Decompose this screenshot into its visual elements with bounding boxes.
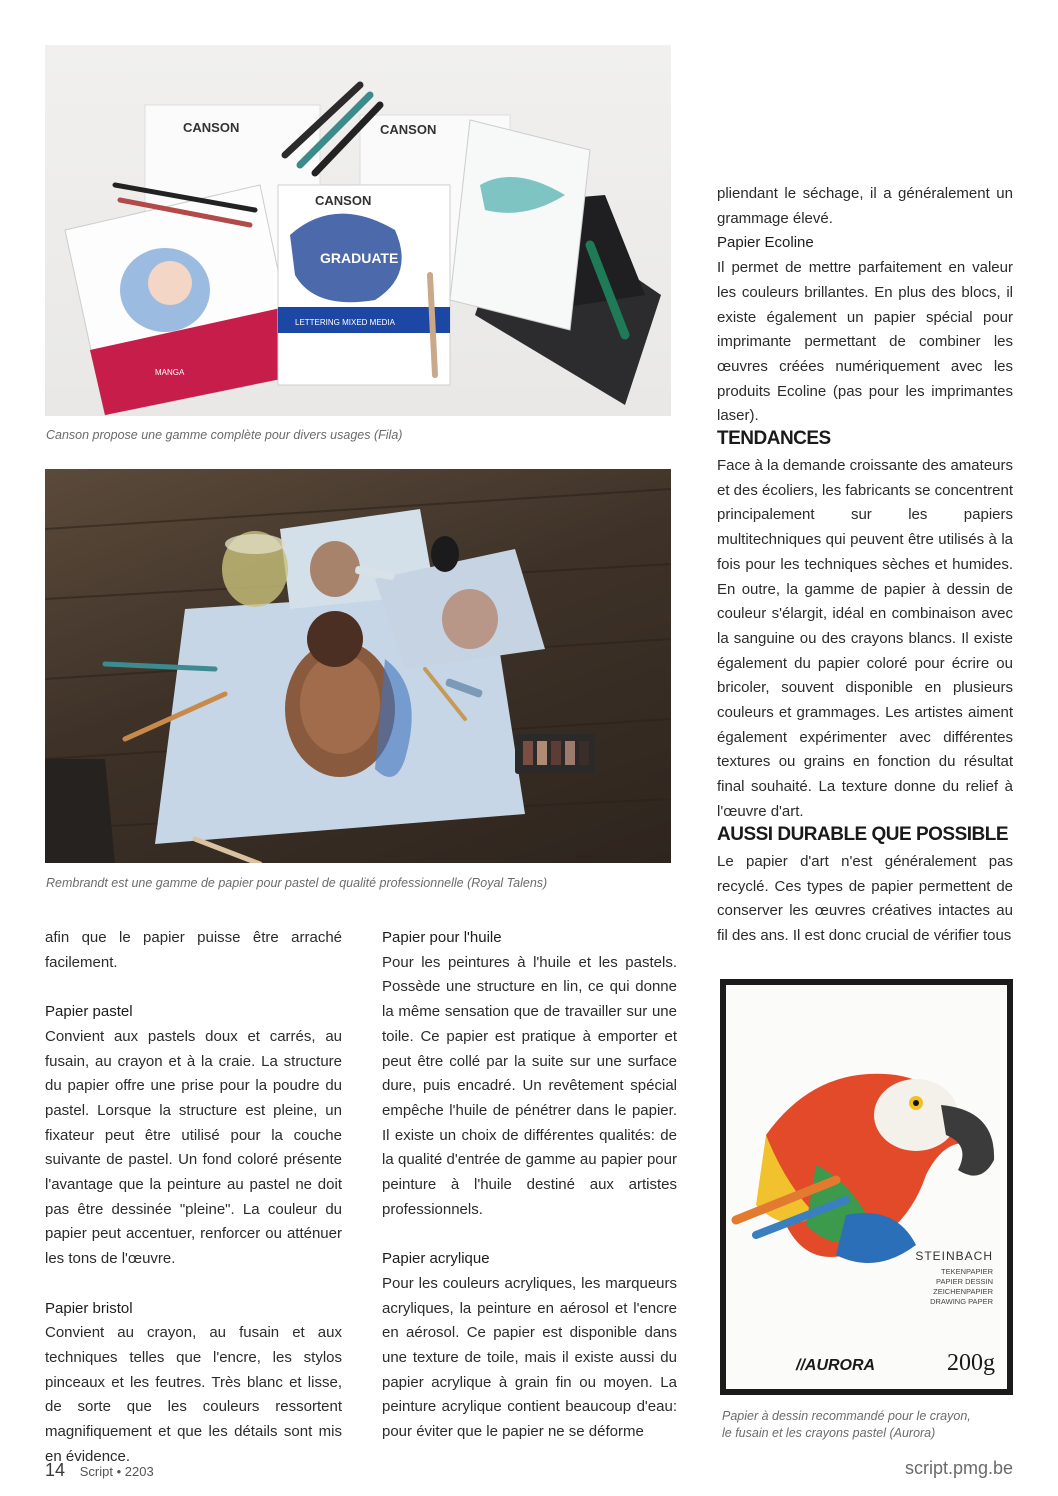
canson-illustration	[45, 45, 671, 416]
column-2	[382, 926, 677, 1445]
col1-intro: afin que le papier puisse être arraché facilement.	[45, 929, 342, 971]
pad-label-graduate: GRADUATE	[320, 250, 399, 266]
rembrandt-caption: Rembrandt est une gamme de papier pour pastel de qualité professionnelle (Royal Talens)	[46, 876, 548, 890]
issue-label: Script • 2203	[79, 1464, 154, 1479]
pastel-title: Papier pastel	[45, 1003, 133, 1021]
tendances-heading: TENDANCES	[717, 428, 831, 449]
aurora-caption-line1: Papier à dessin recommandé pour le crayon,	[722, 1409, 971, 1423]
bristol-text: Convient au crayon, au fusain et aux techniques telles que l'encre, les stylos pinceaux et les feutres. Très blanc et lisse, de sorte que les couleurs ressortent magnifiquement et que les détails sont mis en évidence.	[45, 1324, 342, 1465]
page-number: 14	[45, 1460, 66, 1480]
acrylique-text: Pour les couleurs acryliques, les marqueurs acryliques, la peinture en aérosol et l'encre en aérosol. Ce papier est disponible dans une texture de toile, mais il existe aussi du papier acrylique à grain fin ou moyen. La peinture acrylique contient beaucoup d'eau: pour éviter que le papier ne se déforme	[382, 1274, 677, 1441]
ecoline-title: Papier Ecoline	[717, 234, 814, 252]
canson-caption: Canson propose une gamme complète pour divers usages (Fila)	[46, 428, 403, 442]
huile-title: Papier pour l'huile	[382, 929, 502, 946]
aurora-photo	[720, 979, 1013, 1395]
canson-photo	[45, 45, 671, 416]
aurora-pad	[726, 985, 1007, 1389]
pastel-text: Convient aux pastels doux et carrés, au fusain, au crayon et à la craie. La structure du papier offre une prise pour la poudre du pastel. Lorsque la structure est pleine, un fixateur peut être utilisé pour la couche suivante de pastel. Un fond coloré présente l'avantage que la peinture au pastel ne doit pas être dessinée "pleine". La couleur du papier peut accentuer, renforcer ou atténuer les tons de l'œuvre.	[45, 1027, 342, 1268]
aurora-caption-line2: le fusain et les crayons pastel (Aurora)	[722, 1426, 936, 1440]
aurora-brand: STEINBACH	[915, 1249, 993, 1263]
footer-url[interactable]: script.pmg.be	[904, 1458, 1013, 1478]
durable-heading: AUSSI DURABLE QUE POSSIBLE	[717, 824, 1009, 845]
column-1	[45, 926, 342, 1469]
column-3-tendances	[717, 454, 1013, 825]
rembrandt-illustration	[45, 469, 671, 863]
aurora-caption	[722, 1408, 971, 1442]
footer-page-info	[45, 1460, 154, 1481]
bristol-title: Papier bristol	[45, 1299, 133, 1317]
lang-1: TEKENPAPIER	[941, 1267, 993, 1276]
pad-label-manga: MANGA	[155, 368, 185, 377]
brand-label-1: CANSON	[183, 120, 240, 135]
lang-3: ZEICHENPAPIER	[933, 1287, 993, 1296]
col3-cont-text: pliendant le séchage, il a généralement un grammage élevé.	[717, 185, 1013, 227]
ecoline-text: Il permet de mettre parfaitement en valeur les couleurs brillantes. En plus des blocs, il existe également un papier spécial pour imprimante permettant de combiner les œuvres créées numériquement avec les produits Ecoline (pas pour les imprimantes laser).	[717, 259, 1013, 425]
huile-text: Pour les peintures à l'huile et les pastels. Possède une structure en lin, ce qui donne la même sensation que de travailler sur une toile. Ce papier est pratique à emporter et peut être collé par la suite sur une surface dure, puis encadré. Un revêtement spécial empêche l'huile de pénétrer dans le papier. Il existe un choix de différentes qualités: de la qualité d'entrée de gamme au papier pour peinture à l'huile destiné aux artistes professionnels.	[382, 953, 677, 1218]
acrylique-title: Papier acrylique	[382, 1250, 490, 1268]
column-3-top	[717, 182, 1013, 429]
parrot-illustration	[726, 985, 1007, 1389]
tendances-text: Face à la demande croissante des amateurs et des écoliers, les fabricants se concentrent principalement sur les papiers multitechniques qui peuvent être utilisés à la fois pour les techniques sèches et humides. En outre, la gamme de papier à dessin de couleur s'élargit, idéal en combinaison avec la sanguine ou des crayons blancs. Il existe également du papier coloré pour écrire ou bricoler, souvent disponible en plusieurs couleurs et grammages. Les artistes aiment également expérimenter avec différentes textures ou grains en fonction du résultat final souhaité. La texture donne du relief à l'œuvre d'art.	[717, 457, 1013, 820]
brand-label-3: CANSON	[315, 193, 372, 208]
column-3-durable	[717, 850, 1013, 949]
lang-2: PAPIER DESSIN	[936, 1277, 993, 1286]
aurora-languages	[930, 1267, 993, 1307]
brand-label-2: CANSON	[380, 122, 437, 137]
lang-4: DRAWING PAPER	[930, 1297, 993, 1306]
durable-text: Le papier d'art n'est généralement pas recyclé. Ces types de papier permettent de conserver les œuvres créatives intactes au fil des ans. Il est donc crucial de vérifier tous	[717, 853, 1013, 945]
aurora-weight: 200g	[947, 1350, 995, 1376]
pad-label-lettering: LETTERING MIXED MEDIA	[295, 318, 396, 327]
rembrandt-photo	[45, 469, 671, 863]
aurora-logo: //AURORA	[796, 1357, 876, 1374]
